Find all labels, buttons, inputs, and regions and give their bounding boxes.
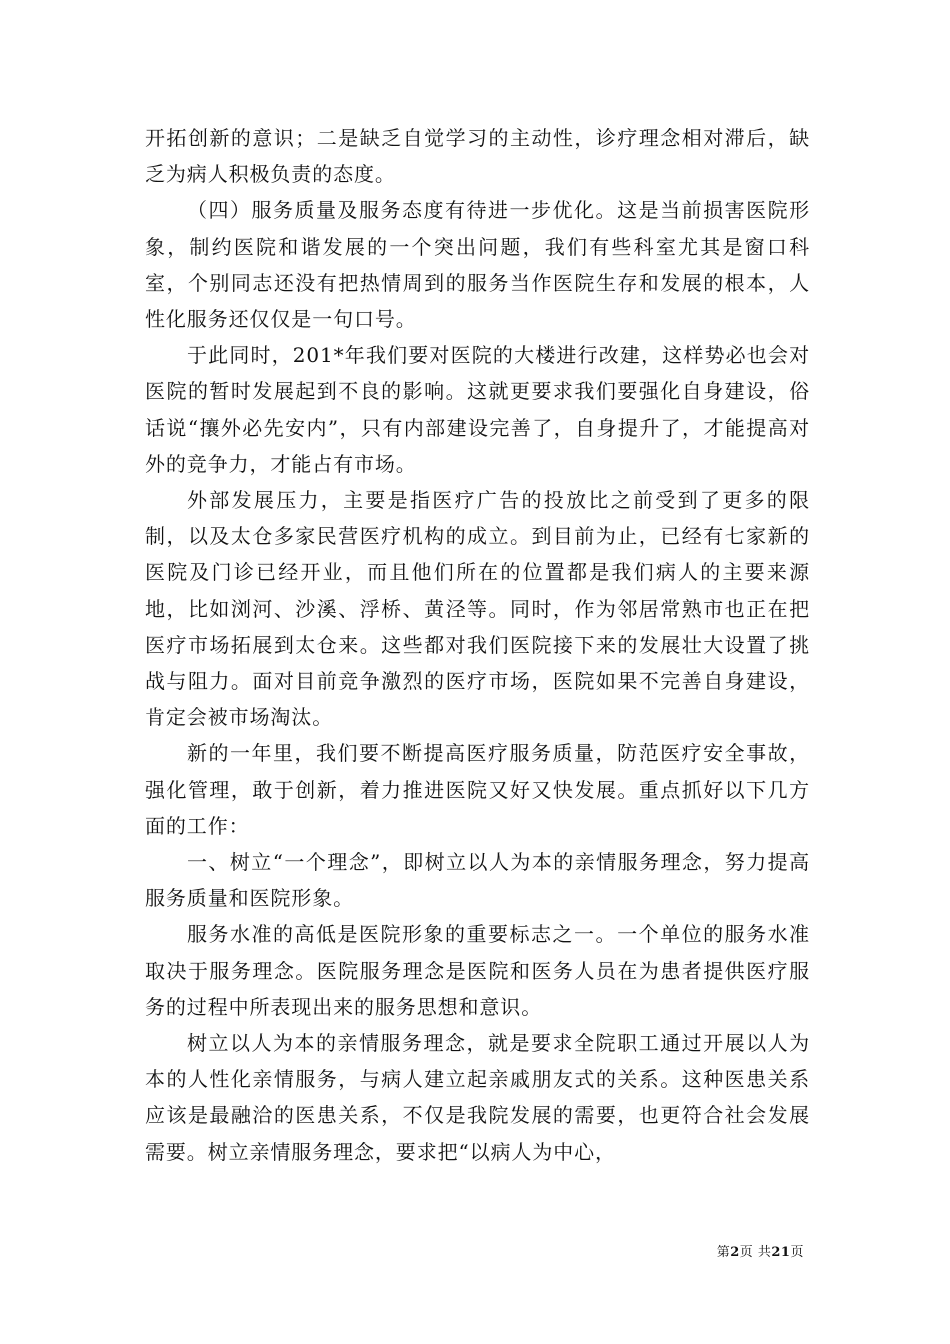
paragraph-external-pressure: 外部发展压力，主要是指医疗广告的投放比之前受到了更多的限制，以及太仓多家民营医疗机构的成立。到目前为止，已经有七家新的医院及门诊已经开业，而且他们所在的位置都是我们病人的主要来源地，比如浏河、沙溪、浮桥、黄泾等。同时，作为邻居常熟市也正在把医疗市场拓展到太仓来。这些都对我们医院接下来的发展壮大设置了挑战与阻力。面对目前竞争激烈的医疗市场，医院如果不完善自身建设，肯定会被市场淘汰。 bbox=[145, 488, 810, 730]
footer-middle: 页 共 bbox=[739, 1245, 772, 1260]
footer-prefix: 第 bbox=[716, 1245, 731, 1260]
page-footer bbox=[717, 1241, 804, 1260]
paragraph-service-quality: （四）服务质量及服务态度有待进一步优化。这是当前损害医院形象，制约医院和谐发展的一个突出问题，我们有些科室尤其是窗口科室，个别同志还没有把热情周到的服务当作医院生存和发展的根本，人性化服务还仅仅是一句口号。 bbox=[145, 198, 810, 332]
paragraph-new-year-goals: 新的一年里，我们要不断提高医疗服务质量，防范医疗安全事故，强化管理，敢于创新，着力推进医院又好又快发展。重点抓好以下几方面的工作： bbox=[145, 741, 810, 838]
paragraph-continuation: 开拓创新的意识；二是缺乏自觉学习的主动性，诊疗理念相对滞后，缺乏为病人积极负责的态度。 bbox=[145, 126, 810, 187]
footer-suffix: 页 bbox=[790, 1245, 804, 1260]
paragraph-people-oriented: 树立以人为本的亲情服务理念，就是要求全院职工通过开展以人为本的人性化亲情服务，与病人建立起亲戚朋友式的关系。这种医患关系应该是最融洽的医患关系，不仅是我院发展的需要，也更符合社会发展需要。树立亲情服务理念，要求把“以病人为中心， bbox=[145, 1031, 810, 1164]
paragraph-section-one-heading: 一、树立“一个理念”，即树立以人为本的亲情服务理念，努力提高服务质量和医院形象。 bbox=[145, 850, 810, 911]
document-body bbox=[145, 120, 810, 1170]
paragraph-building-renovation: 于此同时，201*年我们要对医院的大楼进行改建，这样势必也会对医院的暂时发展起到不良的影响。这就更要求我们要强化自身建设，俗话说“攘外必先安内”，只有内部建设完善了，自身提升了，才能提高对外的竞争力，才能占有市场。 bbox=[145, 343, 810, 476]
footer-current-page: 2 bbox=[730, 1245, 740, 1260]
paragraph-service-standard: 服务水准的高低是医院形象的重要标志之一。一个单位的服务水准取决于服务理念。医院服务理念是医院和医务人员在为患者提供医疗服务的过程中所表现出来的服务思想和意识。 bbox=[145, 922, 810, 1019]
footer-total-pages: 21 bbox=[771, 1245, 791, 1260]
